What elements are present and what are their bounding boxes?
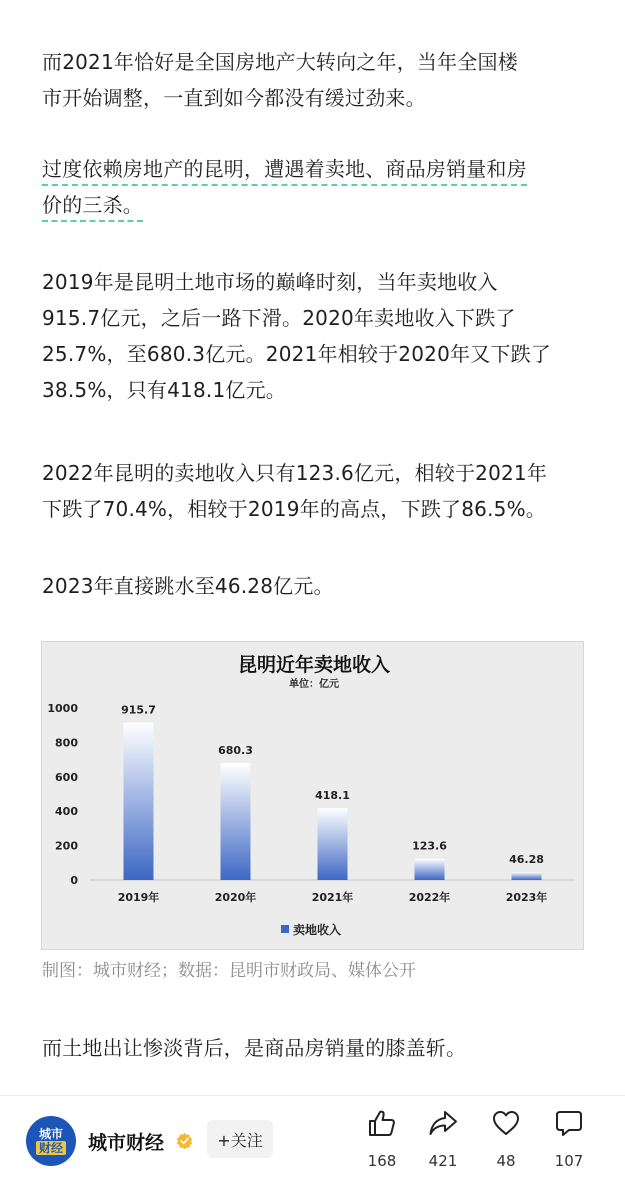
comment-icon [554, 1108, 584, 1138]
follow-button[interactable]: +关注 [207, 1120, 273, 1158]
text-line: 2019年是昆明土地市场的巅峰时刻，当年卖地收入 [42, 270, 498, 294]
x-tick-label: 2023年 [505, 891, 548, 904]
avatar[interactable] [26, 1116, 76, 1166]
text-line: 过度依赖房地产的昆明，遭遇着卖地、商品房销量和房 [42, 157, 527, 186]
chart-caption: 制图：城市财经；数据：昆明市财政局、媒体公开 [42, 961, 416, 981]
bar-data-label: 46.28 [509, 853, 544, 867]
share-icon [428, 1108, 458, 1138]
highlighted-paragraph[interactable] [42, 151, 587, 223]
paragraph-1 [42, 44, 587, 116]
x-tick-label: 2020年 [214, 891, 257, 904]
text-line: 市开始调整，一直到如今都没有缓过劲来。 [42, 86, 426, 110]
paragraph-6 [42, 1030, 587, 1066]
avatar-text: 城市 [38, 1127, 63, 1141]
chart-title: 昆明近年卖地收入 [237, 654, 391, 676]
x-axis [118, 890, 548, 904]
chart-subtitle: 单位：亿元 [289, 679, 339, 690]
legend-label: 卖地收入 [293, 923, 342, 937]
comment-count: 107 [554, 1152, 584, 1170]
paragraph-3 [42, 264, 587, 408]
favorite-count: 48 [496, 1152, 516, 1170]
bar-data-label: 680.3 [218, 743, 253, 757]
x-tick-label: 2019年 [117, 891, 160, 904]
text-line: 2023年直接跳水至46.28亿元。 [42, 574, 334, 598]
verified-icon [176, 1132, 193, 1149]
x-tick-label: 2021年 [311, 891, 354, 904]
chart-legend [281, 922, 341, 937]
text-line: 915.7亿元，之后一路下滑。2020年卖地收入下跌了 [42, 306, 516, 330]
bar[interactable] [415, 859, 445, 880]
like-count: 168 [367, 1152, 397, 1170]
x-tick-label: 2022年 [408, 891, 451, 904]
text-line: 25.7%，至680.3亿元。2021年相较于2020年又下跌了 [42, 342, 551, 366]
bar[interactable] [124, 722, 154, 880]
thumbs-up-icon [367, 1108, 397, 1138]
text-line: 下跌了70.4%，相较于2019年的高点，下跌了86.5%。 [42, 497, 546, 521]
text-line: 而2021年恰好是全国房地产大转向之年，当年全国楼 [42, 50, 518, 74]
author-name[interactable]: 城市财经 [88, 1132, 165, 1154]
text-line: 价的三杀。 [42, 193, 143, 222]
chart-svg [42, 642, 585, 951]
comment-button[interactable] [544, 1108, 594, 1188]
avatar-text: 财经 [36, 1141, 66, 1155]
bars [121, 703, 544, 880]
paragraph-5 [42, 568, 587, 604]
share-count: 421 [428, 1152, 458, 1170]
bottom-action-bar [0, 1095, 625, 1200]
y-tick-label: 400 [55, 805, 78, 819]
favorite-button[interactable] [481, 1108, 531, 1188]
bar[interactable] [221, 763, 251, 880]
y-tick-label: 600 [55, 770, 78, 784]
paragraph-4 [42, 455, 587, 527]
text-line: 2022年昆明的卖地收入只有123.6亿元，相较于2021年 [42, 461, 548, 485]
legend-swatch [281, 925, 289, 933]
y-tick-label: 200 [55, 839, 78, 853]
text-line: 而土地出让惨淡背后，是商品房销量的膝盖斩。 [42, 1036, 467, 1060]
bar[interactable] [318, 808, 348, 880]
y-tick-label: 1000 [47, 702, 78, 715]
bar-data-label: 418.1 [315, 789, 350, 803]
share-button[interactable] [418, 1108, 468, 1188]
land-revenue-chart[interactable] [41, 641, 584, 950]
like-button[interactable] [357, 1108, 407, 1188]
y-tick-label: 0 [70, 874, 78, 887]
bar-data-label: 123.6 [412, 839, 447, 853]
bar[interactable] [512, 872, 542, 880]
bar-data-label: 915.7 [121, 703, 156, 717]
heart-icon [491, 1108, 521, 1138]
text-line: 38.5%，只有418.1亿元。 [42, 378, 286, 402]
y-tick-label: 800 [55, 736, 78, 750]
